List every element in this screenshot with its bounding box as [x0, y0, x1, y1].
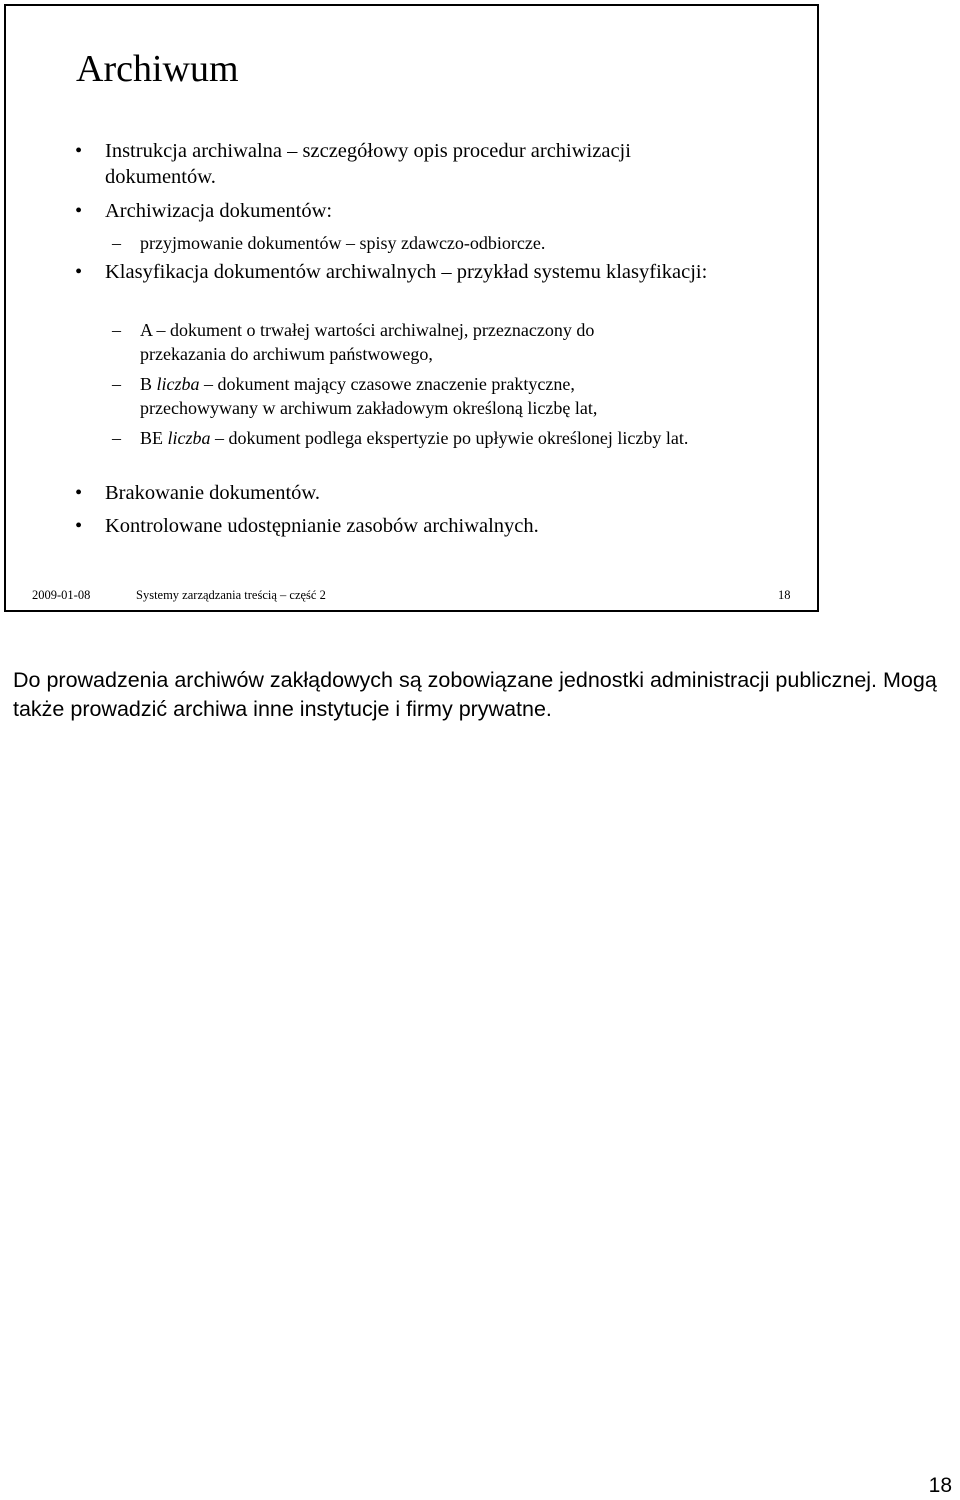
sub-dash: –: [112, 233, 121, 253]
sub-text: A – dokument o trwałej wartości archiwalnej, przeznaczony do przekazania do archiwum państwowego,: [140, 320, 595, 364]
sub-text-italic: liczba: [156, 374, 200, 394]
sub-item: [112, 372, 670, 420]
sub-text-prefix: B: [140, 374, 157, 394]
bullet-text: Kontrolowane udostępnianie zasobów archiwalnych.: [105, 515, 539, 537]
bullet-item: [75, 138, 725, 190]
slide-footer-date: 2009-01-08: [32, 588, 91, 602]
bullet-text: Instrukcja archiwalna – szczegółowy opis procedur archiwizacji dokumentów.: [105, 140, 631, 188]
sub-text-italic: liczba: [167, 428, 211, 448]
bullet-text: Klasyfikacja dokumentów archiwalnych – przykład systemu klasyfikacji:: [105, 261, 708, 283]
speaker-note: Do prowadzenia archiwów zakłądowych są zobowiązane jednostki administracji publicznej. Mogą także prowadzić archiwa inne instytucje i firmy prywatne.: [13, 668, 937, 721]
sub-text-suffix: – dokument mający czasowe znaczenie praktyczne, przechowywany w archiwum zakładowym określoną liczbę lat,: [140, 374, 598, 418]
slide-title: Archiwum: [76, 48, 239, 90]
sub-item: [112, 318, 670, 366]
bullet-item: [75, 198, 725, 224]
sub-dash: –: [112, 374, 121, 394]
bullet-item: [75, 480, 725, 506]
sub-text-prefix: BE: [140, 428, 168, 448]
sub-item: [112, 231, 740, 255]
bullet-text: Archiwizacja dokumentów:: [105, 200, 333, 222]
sub-text-suffix: – dokument podlega ekspertyzie po upływie określonej liczby lat.: [210, 428, 689, 448]
slide-footer-title: Systemy zarządzania treścią – część 2: [136, 588, 326, 602]
sub-text: przyjmowanie dokumentów – spisy zdawczo-odbiorcze.: [140, 233, 546, 253]
slide-footer-number: 18: [778, 588, 791, 602]
bullet-dot: •: [75, 261, 83, 283]
bullet-text: Brakowanie dokumentów.: [105, 482, 321, 504]
bullet-item: [75, 259, 725, 285]
bullet-dot: •: [75, 482, 83, 504]
slide: [4, 4, 819, 612]
bullet-dot: •: [75, 140, 83, 162]
bullet-dot: •: [75, 200, 83, 222]
bullet-list: [6, 6, 817, 610]
sub-item: [112, 426, 740, 450]
bullet-dot: •: [75, 515, 83, 537]
sub-dash: –: [112, 428, 121, 448]
bullet-item: [75, 513, 725, 539]
sub-dash: –: [112, 320, 121, 340]
page-number: 18: [928, 1474, 952, 1497]
